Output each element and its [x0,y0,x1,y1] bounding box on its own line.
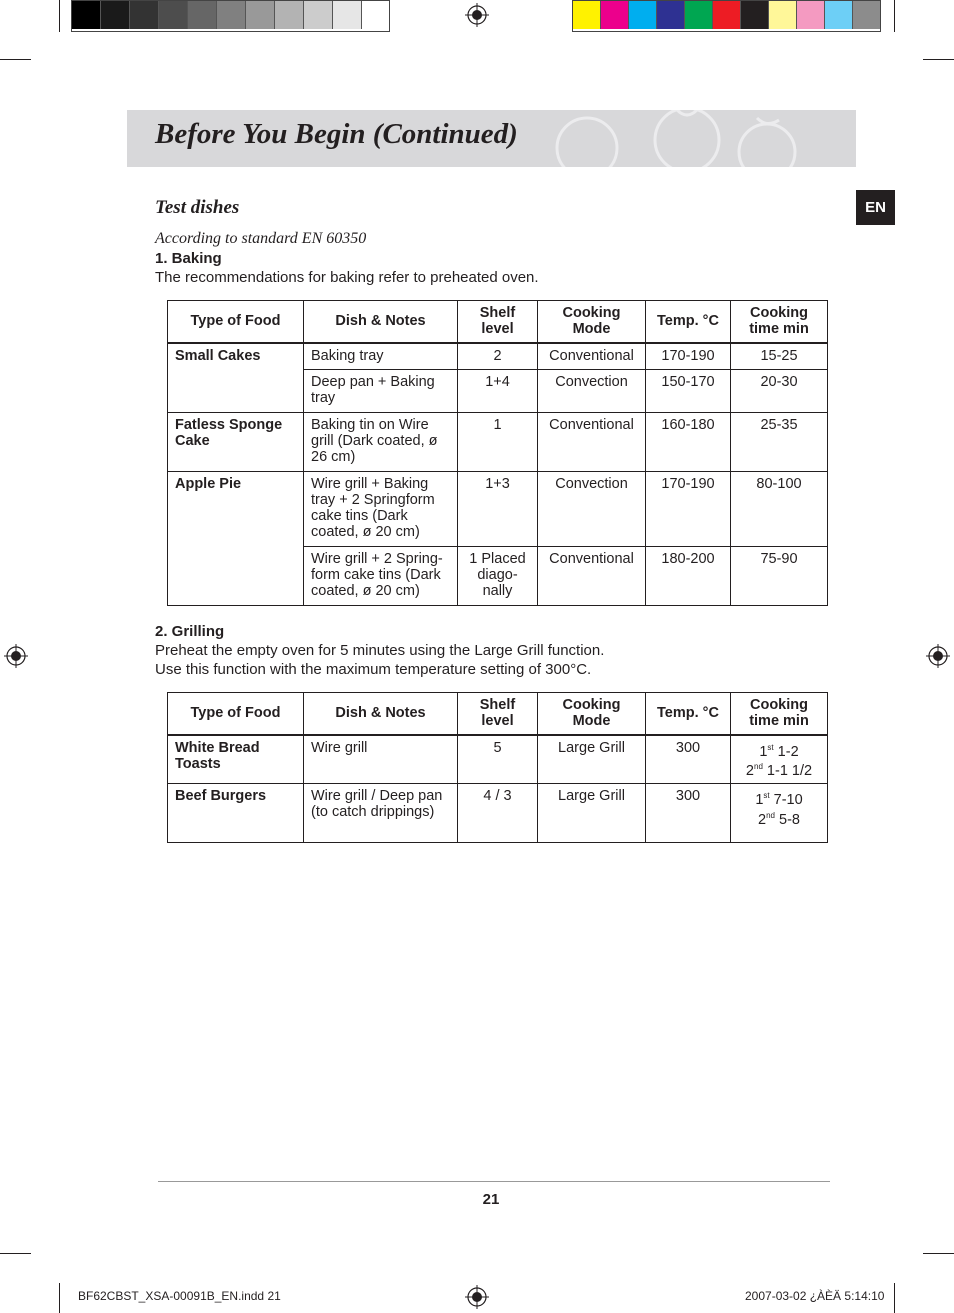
mode-cell: Conventional [538,343,646,370]
grilling-table [167,692,828,843]
grilling-note-2: Use this function with the maximum temperature setting of 300°C. [155,661,592,678]
temp-cell: 300 [646,735,731,784]
time-cell: 75-90 [731,547,828,606]
dish-cell: Baking tray [304,343,458,370]
column-header: Cooking Mode [538,693,646,735]
column-header: Type of Food [168,693,304,735]
grilling-note-1: Preheat the empty oven for 5 minutes using the Large Grill function. [155,642,605,659]
page-number: 21 [482,1191,500,1208]
column-header: Shelf level [458,301,538,343]
baking-note: The recommendations for baking refer to preheated oven. [155,269,539,286]
time-cell: 1st 7-10 2nd 5-8 [731,784,828,843]
food-cell: Apple Pie [168,472,304,606]
section-title: Test dishes [155,197,240,218]
table-row [168,472,828,547]
registration-mark-icon [926,644,950,668]
table-header-row [168,301,828,343]
column-header: Shelf level [458,693,538,735]
shelf-cell: 5 [458,735,538,784]
registration-mark-icon [465,1285,489,1309]
temp-cell: 170-190 [646,343,731,370]
mode-cell: Large Grill [538,735,646,784]
temp-cell: 300 [646,784,731,843]
dish-cell: Deep pan + Baking tray [304,370,458,413]
mode-cell: Large Grill [538,784,646,843]
column-header: Cooking time min [731,693,828,735]
table-row [168,735,828,784]
grayscale-bar [71,0,390,32]
mode-cell: Conventional [538,547,646,606]
shelf-cell: 1+4 [458,370,538,413]
crop-mark [0,59,31,60]
grilling-heading: 2. Grilling [155,623,225,640]
shelf-cell: 4 / 3 [458,784,538,843]
page-title: Before You Begin (Continued) [155,118,518,150]
crop-mark [59,1283,60,1313]
time-cell: 20-30 [731,370,828,413]
column-header: Type of Food [168,301,304,343]
date-slug: 2007-03-02 ¿ÀÈÄ 5:14:10 [745,1289,885,1303]
shelf-cell: 1+3 [458,472,538,547]
dish-cell: Baking tin on Wire grill (Dark coated, ø 26 cm) [304,413,458,472]
column-header: Cooking time min [731,301,828,343]
table-header-row [168,693,828,735]
food-cell: Fatless Sponge Cake [168,413,304,472]
mode-cell: Convection [538,370,646,413]
column-header: Dish & Notes [304,693,458,735]
registration-mark-icon [4,644,28,668]
mode-cell: Conventional [538,413,646,472]
dish-cell: Wire grill / Deep pan (to catch drippings) [304,784,458,843]
column-header: Dish & Notes [304,301,458,343]
color-bar [572,0,881,32]
column-header: Temp. °C [646,693,731,735]
crop-mark [894,1283,895,1313]
shelf-cell: 1 Placed diago-nally [458,547,538,606]
column-header: Cooking Mode [538,301,646,343]
file-slug: BF62CBST_XSA-00091B_EN.indd 21 [78,1289,281,1303]
baking-heading: 1. Baking [155,250,222,267]
dish-cell: Wire grill [304,735,458,784]
food-cell: Small Cakes [168,343,304,413]
crop-mark [0,1253,31,1254]
crop-mark [923,59,954,60]
time-cell: 80-100 [731,472,828,547]
crop-mark [923,1253,954,1254]
time-cell: 15-25 [731,343,828,370]
crop-mark [894,0,895,32]
column-header: Temp. °C [646,301,731,343]
shelf-cell: 1 [458,413,538,472]
footer-divider [158,1181,830,1182]
standard-note: According to standard EN 60350 [155,230,367,247]
mode-cell: Convection [538,472,646,547]
baking-table [167,300,828,606]
food-cell: White Bread Toasts [168,735,304,784]
time-cell: 25-35 [731,413,828,472]
table-row [168,343,828,370]
temp-cell: 160-180 [646,413,731,472]
shelf-cell: 2 [458,343,538,370]
temp-cell: 180-200 [646,547,731,606]
table-row [168,413,828,472]
language-tab: EN [856,190,895,225]
temp-cell: 150-170 [646,370,731,413]
temp-cell: 170-190 [646,472,731,547]
food-cell: Beef Burgers [168,784,304,843]
dish-cell: Wire grill + 2 Spring-form cake tins (Dark coated, ø 20 cm) [304,547,458,606]
time-cell: 1st 1-2 2nd 1-1 1/2 [731,735,828,784]
dish-cell: Wire grill + Baking tray + 2 Springform cake tins (Dark coated, ø 20 cm) [304,472,458,547]
table-row [168,784,828,843]
registration-mark-icon [465,3,489,27]
fruit-decoration-icon [507,110,856,167]
crop-mark [59,0,60,32]
